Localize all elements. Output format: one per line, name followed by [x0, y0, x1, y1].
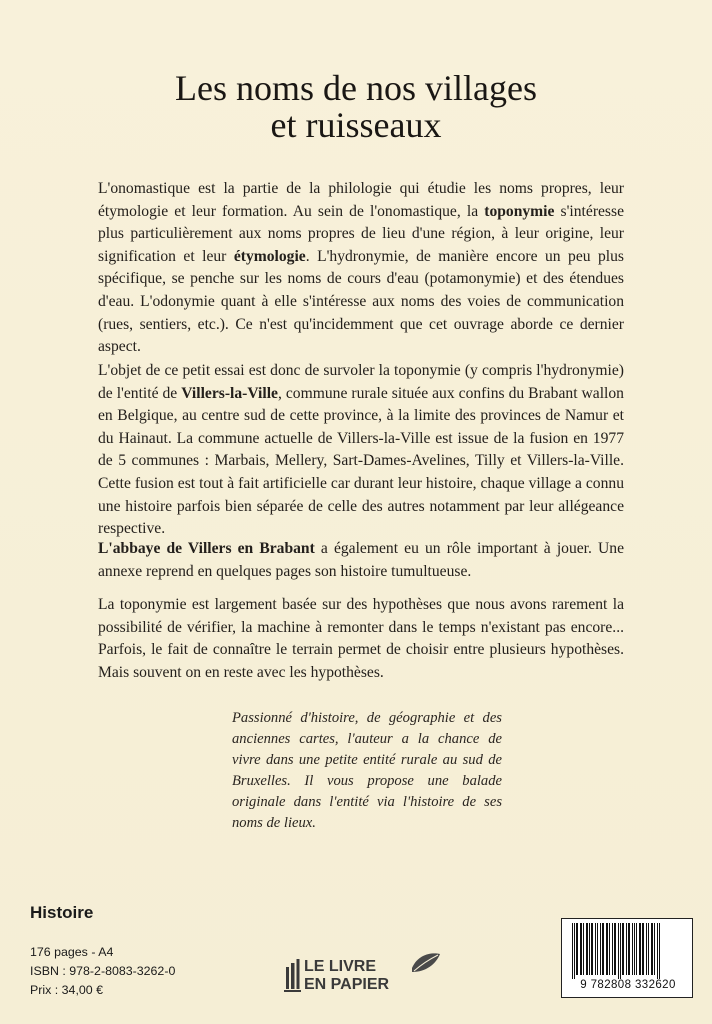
- leaf-icon: [412, 953, 440, 972]
- barcode-bar: [602, 923, 604, 975]
- barcode-bar: [597, 923, 598, 975]
- barcode-bar: [576, 923, 578, 975]
- book-title: [0, 70, 712, 144]
- barcode-bar: [586, 923, 588, 975]
- barcode-bar: [606, 923, 608, 975]
- barcode-bar: [642, 923, 644, 975]
- isbn: ISBN : 978-2-8083-3262-0: [30, 964, 176, 978]
- barcode-bar: [583, 923, 584, 975]
- barcode-bar: [600, 923, 601, 975]
- summary-paragraph-2: [98, 360, 624, 541]
- text-run: s'intéresse plus particulièrement aux noms propres de lieu d'une région, à leur origine, leur signification et leur: [98, 202, 624, 265]
- barcode-bar: [639, 923, 641, 975]
- barcode-number: 9 782808 332620: [580, 979, 676, 991]
- barcode-bar: [580, 923, 582, 975]
- barcode-bar: [632, 923, 633, 975]
- barcode-bar: [614, 923, 616, 975]
- publisher-name-line-1: LE LIVRE: [304, 958, 377, 975]
- barcode-bar: [636, 923, 637, 975]
- barcode-bar: [572, 923, 573, 979]
- barcode-bar: [595, 923, 596, 975]
- publisher-name-line-2: EN PAPIER: [304, 976, 390, 993]
- bold-term-abbaye: L'abbaye de Villers en Brabant: [98, 540, 315, 557]
- author-bio: Passionné d'histoire, de géographie et des anciennes cartes, l'auteur a la chance de vivre dans une petite entité rurale au sud de Bruxelles. Il vous propose une balade originale dans l'entité via l'histoire de ses noms de lieux.: [232, 710, 502, 831]
- barcode-bar: [634, 923, 635, 975]
- barcode-bar: [659, 923, 660, 979]
- barcode-bar: [654, 923, 655, 975]
- summary-paragraph-1: [98, 178, 624, 359]
- page-count: 176 pages - A4: [30, 945, 114, 959]
- price: Prix : 34,00 €: [30, 983, 104, 997]
- title-line-2: et ruisseaux: [270, 105, 442, 145]
- publisher-logo: [284, 950, 444, 994]
- barcode-bar: [609, 923, 610, 975]
- genre-label: Histoire: [30, 903, 94, 922]
- barcode-bar: [591, 923, 593, 975]
- barcode-bar: [646, 923, 647, 975]
- bold-term-villers-la-ville: Villers-la-Ville: [181, 384, 278, 402]
- text-run: a également eu un rôle important à jouer. Une annexe reprend en quelques pages son histoire tumultueuse.: [98, 540, 625, 580]
- text-run: , commune rurale située aux confins du Brabant wallon en Belgique, au centre sud de cette province, à la limite des provinces de Namur et du Hainaut. La commune actuelle de Villers-la-Ville est issue de la fusion en 1977 de 5 communes : Marbais, Mellery, Sart-Dames-Avelines, Tilly et Villers-la-Ville. Cette fusion est tout à fait artificielle car durant leur histoire, chaque village a connu une histoire parfois bien séparée de celle des autres notamment par leur allégeance respective.: [98, 384, 624, 538]
- summary-paragraph-4: [98, 594, 624, 684]
- barcode-bar: [620, 923, 621, 979]
- barcode-bar: [574, 923, 575, 979]
- barcode-bar: [651, 923, 653, 975]
- text-run: . L'hydronymie, de manière encore un peu plus spécifique, se penche sur les noms de cours d'eau (potamonymie) et des étendues d'eau. L'odonymie quant à elle s'intéresse aux noms des voies de communication (rues, sentiers, etc.). Ce n'est qu'incidemment que cet ouvrage aborde ce dernier aspect.: [98, 247, 624, 356]
- barcode-bar: [622, 923, 624, 975]
- title-line-1: Les noms de nos villages: [175, 68, 537, 108]
- text-run: L'objet de ce petit essai est donc de survoler la toponymie (y compris l'hydronymie) de l'entité de: [98, 362, 624, 402]
- barcode-bar: [628, 923, 630, 975]
- book-stack-icon: [284, 959, 301, 992]
- bold-term-toponymie: toponymie: [484, 202, 555, 220]
- book-specs: [30, 943, 175, 1000]
- text-run: La toponymie est largement basée sur des hypothèses que nous avons rarement la possibilité de vérifier, la machine à remonter dans le temps n'existant pas encore... Parfois, le fait de connaître le terrain permet de choisir entre plusieurs hypothèses. Mais souvent on en reste avec les hypothèses.: [98, 596, 624, 681]
- barcode-bar: [618, 923, 619, 979]
- barcode-bar: [626, 923, 627, 975]
- barcode-bar: [648, 923, 649, 975]
- barcode-bar: [657, 923, 658, 979]
- barcode-bar: [612, 923, 613, 975]
- barcode-bar: [589, 923, 590, 975]
- text-run: L'onomastique est la partie de la philologie qui étudie les noms propres, leur étymologie et leur formation. Au sein de l'onomastique, la: [98, 180, 624, 220]
- bold-term-etymologie: étymologie: [233, 247, 306, 265]
- barcode-bars: [562, 919, 692, 979]
- summary-paragraph-3: [98, 538, 624, 583]
